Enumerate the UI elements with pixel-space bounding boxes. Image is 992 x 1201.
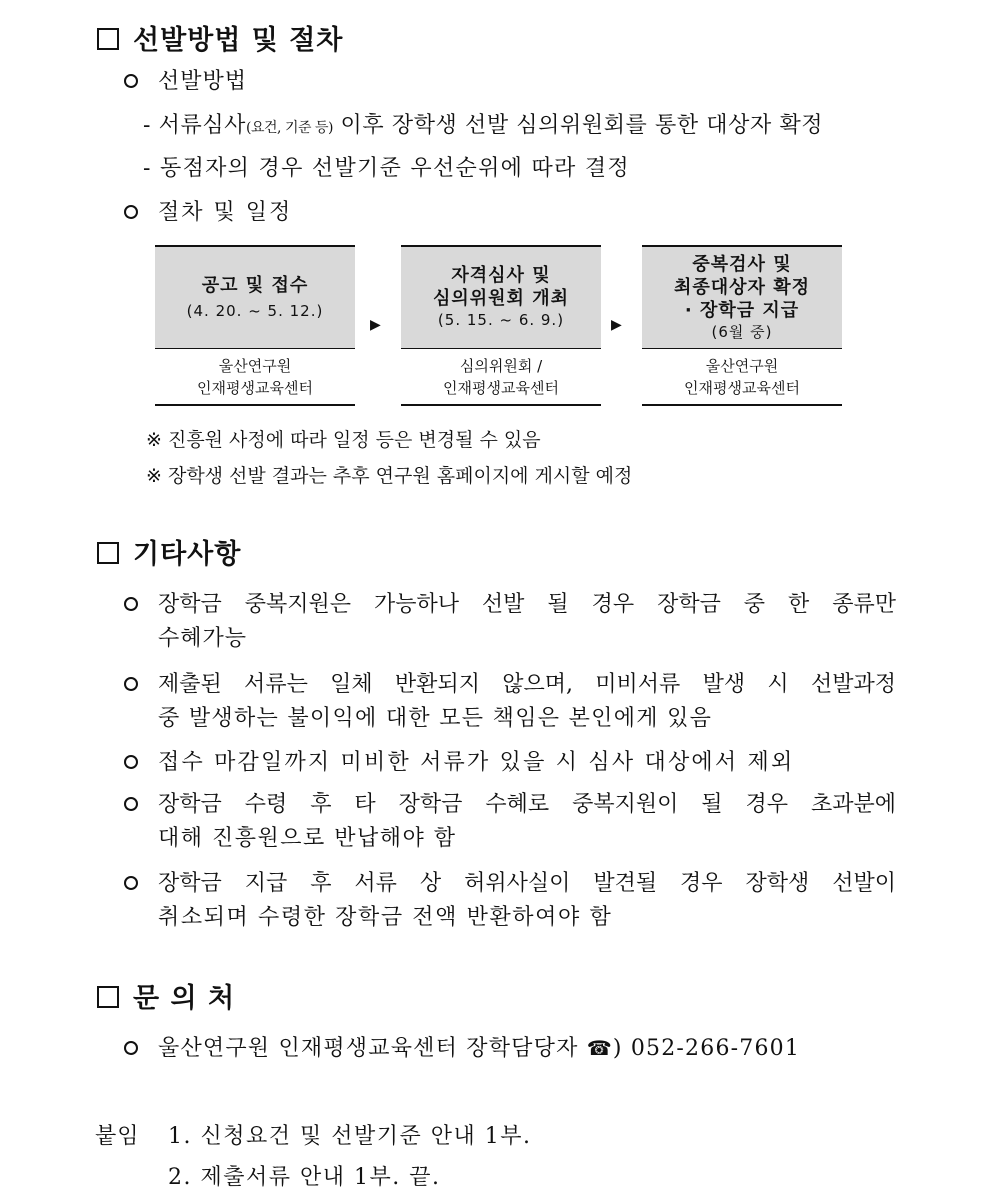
circle-bullet-icon xyxy=(124,677,138,691)
circle-bullet-icon xyxy=(124,74,138,88)
other-item-5-line2: 취소되며 수령한 장학금 전액 반환하여야 함 xyxy=(158,905,613,930)
schedule-step-1 xyxy=(155,245,355,405)
attachment-label: 붙임 xyxy=(95,1124,140,1149)
circle-bullet-icon xyxy=(124,876,138,890)
step-organization: 울산연구원 인재평생교육센터 xyxy=(155,349,355,406)
section-heading-contact: 문 의 처 xyxy=(97,976,235,1015)
other-item-1-line1: 장학금 중복지원은 가능하나 선발 될 경우 장학금 중 한 종류만 xyxy=(158,592,896,617)
circle-bullet-icon xyxy=(124,205,138,219)
circle-bullet-icon xyxy=(124,1041,138,1055)
other-item-2-line1: 제출된 서류는 일체 반환되지 않으며, 미비서류 발생 시 선발과정 xyxy=(158,672,896,697)
step-title: 중복검사 및 xyxy=(692,253,792,275)
other-item-2-line2: 중 발생하는 불이익에 대한 모든 책임은 본인에게 있음 xyxy=(158,706,713,731)
section-heading-selection: 선발방법 및 절차 xyxy=(97,18,343,57)
other-item-3: 접수 마감일까지 미비한 서류가 있을 시 심사 대상에서 제외 xyxy=(158,750,795,775)
method-line-2: - 동점자의 경우 선발기준 우선순위에 따라 결정 xyxy=(143,156,630,181)
checkbox-square-icon xyxy=(97,542,119,564)
other-item-1-line2: 수혜가능 xyxy=(158,626,248,651)
schedule-step-2 xyxy=(401,245,601,405)
step-title: 공고 및 접수 xyxy=(201,274,309,296)
phone-number: ) 052-266-7601 xyxy=(612,1036,801,1061)
step-title: 자격심사 및 xyxy=(451,265,551,286)
step-title: · 장학금 지급 xyxy=(684,299,800,321)
step-title: 최종대상자 확정 xyxy=(674,276,810,298)
method-heading: 선발방법 xyxy=(158,69,248,94)
step-organization: 울산연구원 인재평생교육센터 xyxy=(642,349,842,406)
attachment-item-1: 1. 신청요건 및 선발기준 안내 1부. xyxy=(168,1124,532,1149)
step-header xyxy=(642,245,842,349)
circle-bullet-icon xyxy=(124,755,138,769)
step-date: (4. 20. ~ 5. 12.) xyxy=(186,301,324,320)
circle-bullet-icon xyxy=(124,797,138,811)
step-header xyxy=(155,245,355,349)
checkbox-square-icon xyxy=(97,28,119,50)
schedule-step-3 xyxy=(642,245,842,405)
contact-line: 울산연구원 인재평생교육센터 장학담당자 ☎) 052-266-7601 xyxy=(158,1036,801,1061)
arrow-right-icon: ▶ xyxy=(611,317,622,333)
checkbox-square-icon xyxy=(97,986,119,1008)
other-item-4-line1: 장학금 수령 후 타 장학금 수혜로 중복지원이 될 경우 초과분에 xyxy=(158,792,896,817)
attachment-item-2: 2. 제출서류 안내 1부. 끝. xyxy=(168,1165,441,1190)
schedule-heading: 절차 및 일정 xyxy=(158,200,293,225)
step-header xyxy=(401,245,601,349)
schedule-note: ※ 진흥원 사정에 따라 일정 등은 변경될 수 있음 xyxy=(146,429,541,451)
arrow-right-icon: ▶ xyxy=(370,317,381,333)
schedule-note: ※ 장학생 선발 결과는 추후 연구원 홈페이지에 게시할 예정 xyxy=(146,465,633,487)
step-organization: 심의위원회 / 인재평생교육센터 xyxy=(401,349,601,406)
circle-bullet-icon xyxy=(124,597,138,611)
other-item-5-line1: 장학금 지급 후 서류 상 허위사실이 발견될 경우 장학생 선발이 xyxy=(158,871,896,896)
step-date: (5. 15. ~ 6. 9.) xyxy=(437,311,565,329)
step-date: (6월 중) xyxy=(711,322,773,341)
section-heading-other: 기타사항 xyxy=(97,532,241,571)
step-title: 심의위원회 개최 xyxy=(433,288,569,309)
method-line-1: - 서류심사(요건, 기준 등) 이후 장학생 선발 심의위원회를 통한 대상자 확정 xyxy=(143,113,824,138)
other-item-4-line2: 대해 진흥원으로 반납해야 함 xyxy=(158,826,457,851)
phone-icon: ☎ xyxy=(586,1036,613,1060)
